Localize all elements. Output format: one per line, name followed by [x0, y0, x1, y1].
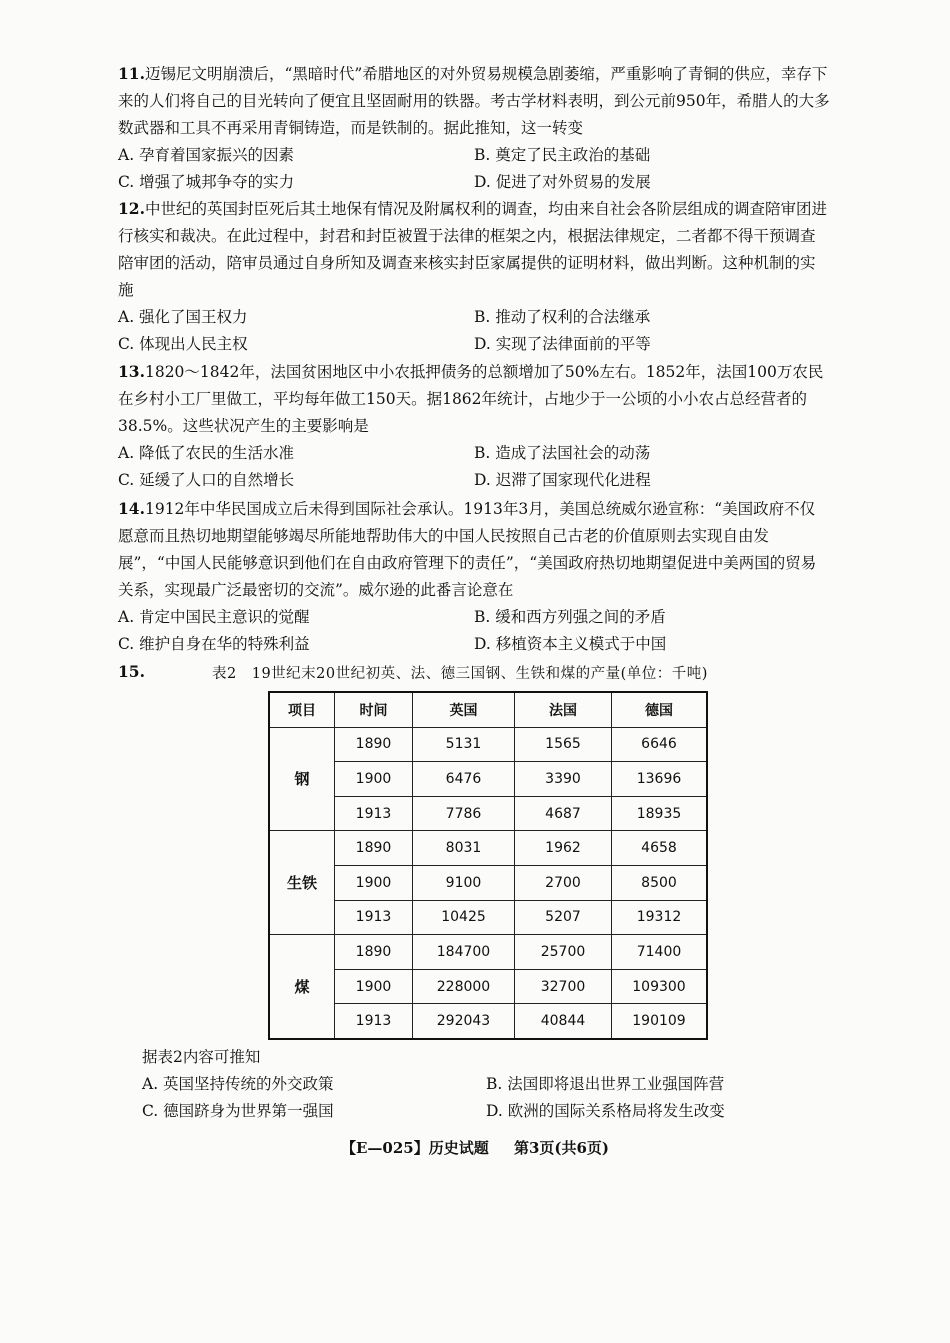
question-number: 14.: [118, 499, 145, 518]
table-cell: 228000: [413, 969, 515, 1004]
table-cell: 292043: [413, 1004, 515, 1039]
table-cell: 4687: [515, 796, 612, 831]
option-c: C. 德国跻身为世界第一强国: [142, 1102, 334, 1120]
option-a: A. 强化了国王权力: [118, 308, 248, 326]
table-cell: 8500: [612, 865, 708, 900]
table-row: [269, 762, 707, 797]
question-stem: 据表2内容可推知: [142, 1048, 261, 1066]
header-cell: 德国: [612, 692, 708, 727]
table-cell: 1913: [335, 1004, 413, 1039]
table-cell: 25700: [515, 935, 612, 970]
item-cell: 生铁: [269, 831, 335, 935]
table-cell: 71400: [612, 935, 708, 970]
header-cell: 法国: [515, 692, 612, 727]
table-cell: 190109: [612, 1004, 708, 1039]
option-a: A. 英国坚持传统的外交政策: [142, 1075, 334, 1093]
table-header-row: [269, 692, 707, 727]
table-cell: 1962: [515, 831, 612, 866]
table-cell: 6476: [413, 762, 515, 797]
table-cell: 5207: [515, 900, 612, 935]
question-15-body: [118, 1044, 830, 1125]
question-stem: 12.中世纪的英国封臣死后其土地保有情况及附属权利的调查，均由来自社会各阶层组成的调查陪审团进行核实和裁决。在此过程中，封君和封臣被置于法律的框架之内，根据法律规定，二者都不得干预调查陪审团的活动，陪审员通过自身所知及调查来核实封臣家属提供的证明材料，做出判断。这种机制的实施: [118, 199, 827, 299]
question-number: 15.: [118, 662, 145, 681]
option-d: D. 实现了法律面前的平等: [474, 335, 651, 353]
options: [118, 304, 830, 358]
item-cell: 钢: [269, 727, 335, 831]
header-cell: 项目: [269, 692, 335, 727]
table-cell: 1900: [335, 865, 413, 900]
option-b: B. 奠定了民主政治的基础: [474, 146, 651, 164]
table-cell: 7786: [413, 796, 515, 831]
option-c: C. 维护自身在华的特殊利益: [118, 635, 310, 653]
table-cell: 1890: [335, 935, 413, 970]
table-cell: 1900: [335, 969, 413, 1004]
table-cell: 6646: [612, 727, 708, 762]
header-cell: 英国: [413, 692, 515, 727]
page-footer: [0, 1137, 950, 1158]
question-11: [118, 60, 830, 196]
options: [118, 142, 830, 196]
item-cell: 煤: [269, 935, 335, 1039]
header-cell: 时间: [335, 692, 413, 727]
table-cell: 1913: [335, 900, 413, 935]
table-cell: 13696: [612, 762, 708, 797]
table-cell: 19312: [612, 900, 708, 935]
table-cell: 1890: [335, 831, 413, 866]
option-d: D. 迟滞了国家现代化进程: [474, 471, 651, 489]
table-cell: 1890: [335, 727, 413, 762]
table-row: [269, 1004, 707, 1039]
option-b: B. 造成了法国社会的动荡: [474, 444, 651, 462]
production-table: [268, 691, 708, 1040]
option-d: D. 移植资本主义模式于中国: [474, 635, 667, 653]
options: [118, 1071, 830, 1125]
question-12: [118, 195, 830, 358]
question-13: [118, 358, 830, 494]
table-cell: 1900: [335, 762, 413, 797]
option-c: C. 延缓了人口的自然增长: [118, 471, 295, 489]
option-b: B. 推动了权利的合法继承: [474, 308, 651, 326]
table-row: [269, 900, 707, 935]
option-d: D. 欧洲的国际关系格局将发生改变: [486, 1102, 725, 1120]
table-cell: 32700: [515, 969, 612, 1004]
table-row: [269, 969, 707, 1004]
table-cell: 1913: [335, 796, 413, 831]
table-caption: 表2 19世纪末20世纪初英、法、德三国钢、生铁和煤的产量(单位：千吨): [212, 666, 708, 682]
table-cell: 10425: [413, 900, 515, 935]
option-a: A. 肯定中国民主意识的觉醒: [118, 608, 310, 626]
table-row: [269, 865, 707, 900]
table-row: [269, 935, 707, 970]
option-b: B. 法国即将退出世界工业强国阵营: [486, 1075, 725, 1093]
table-row: [269, 831, 707, 866]
table-row: [269, 727, 707, 762]
option-b: B. 缓和西方列强之间的矛盾: [474, 608, 666, 626]
table-cell: 4658: [612, 831, 708, 866]
options: [118, 604, 830, 658]
option-a: A. 降低了农民的生活水准: [118, 444, 295, 462]
table-cell: 3390: [515, 762, 612, 797]
option-c: C. 增强了城邦争夺的实力: [118, 173, 295, 191]
exam-code: 【E—025】历史试题: [340, 1139, 489, 1157]
question-stem: 14.1912年中华民国成立后未得到国际社会承认。1913年3月，美国总统威尔逊宣称：“美国政府不仅愿意而且热切地期望能够竭尽所能地帮助伟大的中国人民按照自己古老的价值原则去实现自由发展”，“中国人民能够意识到他们在自由政府管理下的责任”，“美国政府热切地期望促进中美两国的贸易关系，实现最广泛最密切的交流”。威尔逊的此番言论意在: [118, 499, 817, 599]
question-stem: 11.迈锡尼文明崩溃后，“黑暗时代”希腊地区的对外贸易规模急剧萎缩，严重影响了青铜的供应，幸存下来的人们将自己的目光转向了便宜且坚固耐用的铁器。考古学材料表明，到公元前950年，希腊人的大多数武器和工具不再采用青铜铸造，而是铁制的。据此推知，这一转变: [118, 64, 830, 137]
option-a: A. 孕育着国家振兴的因素: [118, 146, 295, 164]
table-cell: 1565: [515, 727, 612, 762]
table-row: [269, 796, 707, 831]
table-cell: 184700: [413, 935, 515, 970]
table-cell: 9100: [413, 865, 515, 900]
table-cell: 109300: [612, 969, 708, 1004]
question-number: 12.: [118, 199, 145, 218]
page-number: 第3页(共6页): [513, 1139, 610, 1157]
question-number: 11.: [118, 64, 145, 83]
options: [118, 440, 830, 494]
question-number: 13.: [118, 362, 145, 381]
option-d: D. 促进了对外贸易的发展: [474, 173, 651, 191]
question-stem: 13.1820～1842年，法国贫困地区中小农抵押债务的总额增加了50%左右。1852年，法国100万农民在乡村小工厂里做工，平均每年做工150天。据1862年统计，占地少于一公顷的小小农占总经营者的38.5%。这些状况产生的主要影响是: [118, 362, 824, 435]
question-14: [118, 495, 830, 658]
table-cell: 2700: [515, 865, 612, 900]
option-c: C. 体现出人民主权: [118, 335, 248, 353]
table-cell: 40844: [515, 1004, 612, 1039]
table-cell: 5131: [413, 727, 515, 762]
table-cell: 18935: [612, 796, 708, 831]
table-cell: 8031: [413, 831, 515, 866]
